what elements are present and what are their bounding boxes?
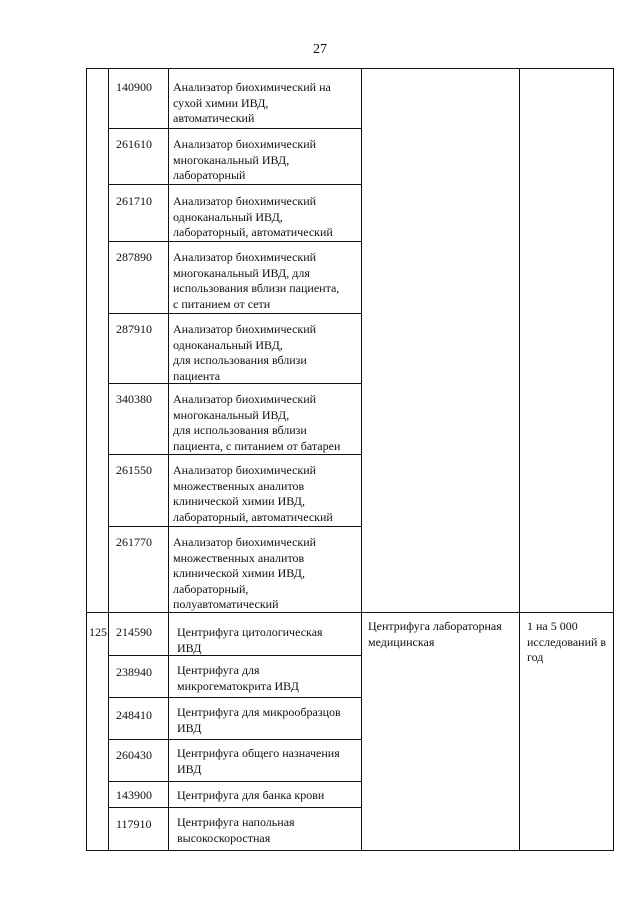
norm-column-left-line [519,68,520,851]
table-row-code: 117910 [116,817,152,831]
code-column-left-line [108,68,109,851]
table-row-name: Анализатор биохимический многоканальный ИВД, лабораторный [173,137,317,182]
row-number: 125. [89,625,110,639]
table-row-name: Анализатор биохимический множественных аналитов клинической химии ИВД, лабораторный, автоматический [173,463,333,524]
table-row-code: 140900 [116,80,152,94]
table-row-code: 260430 [116,748,152,762]
table-bottom-border [86,850,614,851]
table-row-name: Анализатор биохимический одноканальный ИВД, для использования вблизи пациента [173,322,317,383]
quantity-norm: 1 на 5 000 исследований в год [527,619,607,664]
name-column-left-line [168,68,169,851]
table-row-code: 261610 [116,137,152,151]
row-separator [108,697,362,698]
table-row-name: Анализатор биохимический на сухой химии ИВД, автоматический [173,80,331,125]
device-type: Центрифуга лабораторная медицинская [368,619,502,649]
table-row-code: 248410 [116,708,152,722]
row-separator [108,781,362,782]
table-row-name: Центрифуга для микрогематокрита ИВД [177,663,299,693]
row-separator [108,739,362,740]
row-separator [108,128,362,129]
table-left-border [86,68,87,851]
row-separator [108,241,362,242]
table-row-code: 214590 [116,625,152,639]
table-row-name: Центрифуга напольная высокоскоростная [177,815,295,845]
row-separator [108,454,362,455]
table-row-code: 143900 [116,788,152,802]
table-row-code: 261550 [116,463,152,477]
table-row-name: Анализатор биохимический одноканальный ИВД, лабораторный, автоматический [173,194,333,239]
table-row-code: 261710 [116,194,152,208]
table-row-code: 261770 [116,535,152,549]
row-separator [108,807,362,808]
row-separator [108,526,362,527]
table-row-name: Анализатор биохимический многоканальный ИВД, для использования вблизи пациента, с питанием от батареи [173,392,341,453]
table-row-code: 340380 [116,392,152,406]
table-row-name: Анализатор биохимический множественных аналитов клинической химии ИВД, лабораторный, полуавтоматический [173,535,317,611]
table-row-name: Центрифуга для микрообразцов ИВД [177,705,341,735]
table-row-name: Центрифуга общего назначения ИВД [177,746,340,776]
row-separator [108,184,362,185]
table-row-code: 287890 [116,250,152,264]
table-row-name: Центрифуга для банка крови [177,788,325,802]
table-top-border [86,68,614,69]
table-row-code: 287910 [116,322,152,336]
row-separator [108,313,362,314]
table-right-border [613,68,614,851]
table-row-code: 238940 [116,665,152,679]
table-row-name: Анализатор биохимический многоканальный ИВД, для использования вблизи пациента, с питанием от сети [173,250,340,311]
page-number: 27 [313,42,327,57]
table-row-name: Центрифуга цитологическая ИВД [177,625,323,655]
